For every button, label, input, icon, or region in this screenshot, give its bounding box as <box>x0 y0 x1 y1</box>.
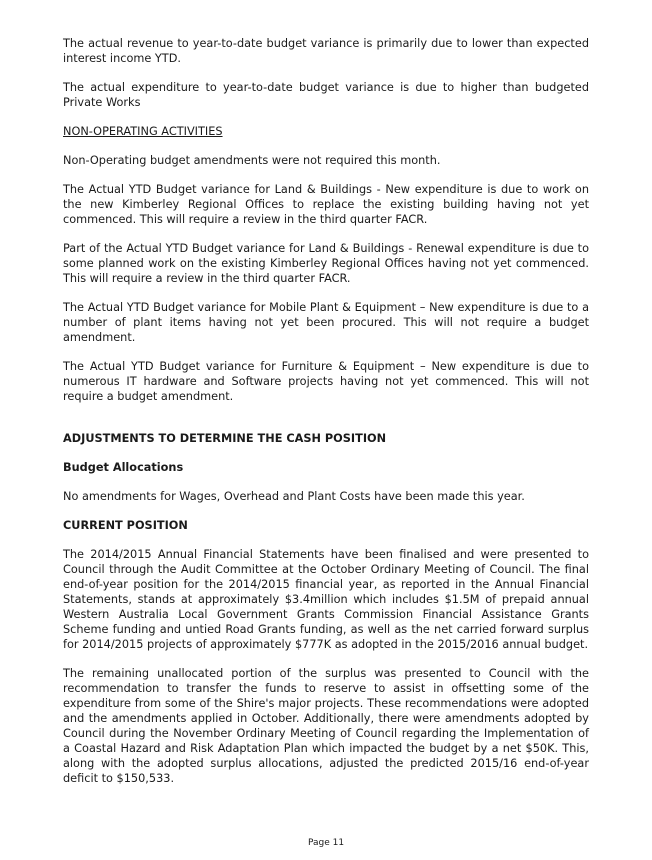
land-buildings-renewal-paragraph: Part of the Actual YTD Budget variance for Land & Buildings - Renewal expenditure is due to some planned work on the existing Kimberley Regional Offices having not yet commenced. This will require a review in the third quarter FACR. <box>63 242 589 285</box>
budget-allocations-paragraph: No amendments for Wages, Overhead and Plant Costs have been made this year. <box>63 490 525 503</box>
surplus-paragraph: The remaining unallocated portion of the surplus was presented to Council with the recommendation to transfer the funds to reserve to assist in offsetting some of the expenditure from some of the Shire's major projects. These recommendations were adopted and the amendments applied in October. Additionally, there were amendments adopted by Council during the November Ordinary Meeting of Council regarding the Implementation of a Coastal Hazard and Risk Adaptation Plan which impacted the budget by a net $50K. This, along with the adopted surplus allocations, adjusted the predicted 2015/16 end-of-year deficit to $150,533. <box>63 667 589 785</box>
section-gap <box>63 418 589 431</box>
annual-statements-paragraph: The 2014/2015 Annual Financial Statements have been finalised and were presented to Council through the Audit Committee at the October Ordinary Meeting of Council. The final end-of-year position for the 2014/2015 financial year, as reported in the Annual Financial Statements, stands at approximately $3.4million which includes $1.5M of prepaid annual Western Australia Local Government Grants Commission Financial Assistance Grants Scheme funding and untied Road Grants funding, as well as the net carried forward surplus for 2014/2015 projects of approximately $777K as adopted in the 2015/2016 annual budget. <box>63 548 589 651</box>
mobile-plant-paragraph: The Actual YTD Budget variance for Mobile Plant & Equipment – New expenditure is due to a number of plant items having not yet been procured. This will not require a budget amendment. <box>63 301 589 344</box>
furniture-equipment-paragraph: The Actual YTD Budget variance for Furniture & Equipment – New expenditure is due to numerous IT hardware and Software projects having not yet commenced. This will not require a budget amendment. <box>63 360 589 403</box>
land-buildings-new-paragraph: The Actual YTD Budget variance for Land & Buildings - New expenditure is due to work on the new Kimberley Regional Offices to replace the existing building having not yet commenced. This will require a review in the third quarter FACR. <box>63 183 589 226</box>
expenditure-variance-paragraph: The actual expenditure to year-to-date budget variance is due to higher than budgeted Private Works <box>63 81 589 109</box>
non-operating-amendments-paragraph: Non-Operating budget amendments were not required this month. <box>63 154 441 167</box>
revenue-variance-paragraph: The actual revenue to year-to-date budget variance is primarily due to lower than expected interest income YTD. <box>63 37 589 65</box>
non-operating-heading: NON-OPERATING ACTIVITIES <box>63 125 223 138</box>
page-number: Page 11 <box>307 838 345 848</box>
adjustments-heading: ADJUSTMENTS TO DETERMINE THE CASH POSITION <box>63 432 387 445</box>
current-position-heading: CURRENT POSITION <box>63 519 188 532</box>
budget-allocations-heading: Budget Allocations <box>63 461 184 474</box>
document-page <box>63 36 589 800</box>
